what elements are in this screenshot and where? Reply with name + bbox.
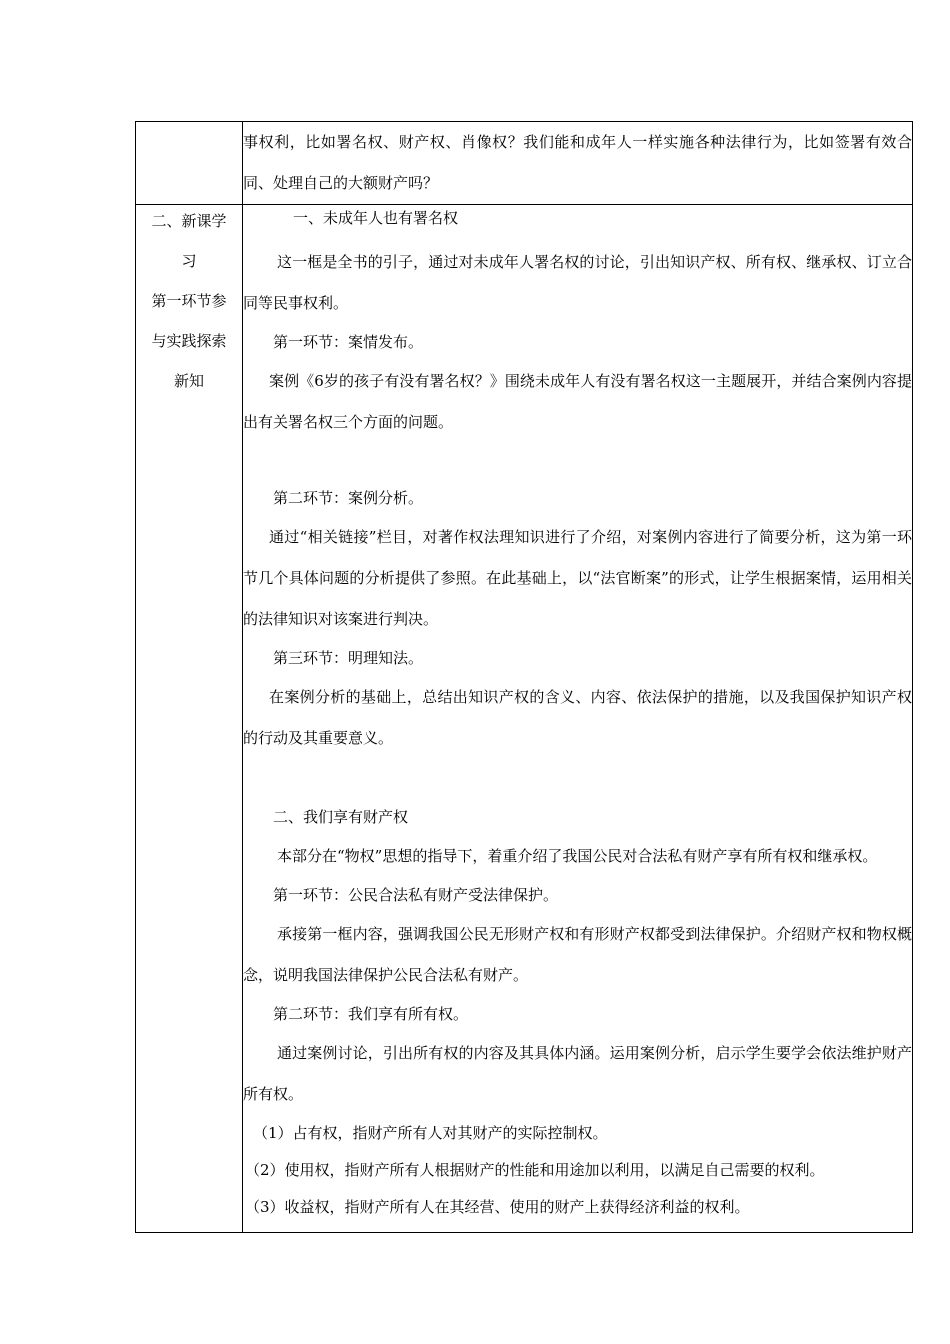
section-label: 二、新课学 习 第一环节参 与实践探索 新知: [151, 212, 227, 390]
step-title: 第二环节：我们享有所有权。: [273, 1005, 469, 1023]
list-item: （2）使用权，指财产所有人根据财产的性能和用途加以利用，以满足自己需要的权利。: [245, 1161, 825, 1179]
row1-left-cell: [136, 122, 243, 205]
section-title: 二、我们享有财产权: [273, 808, 409, 826]
list-item: （1）占有权，指财产所有人对其财产的实际控制权。: [253, 1124, 608, 1142]
row2-content-cell: [243, 205, 913, 1233]
section-title: 一、未成年人也有署名权: [293, 209, 459, 227]
step-title: 第一环节：案情发布。: [273, 333, 424, 351]
step-title: 第二环节：案例分析。: [273, 489, 424, 507]
paragraph: 这一框是全书的引子，通过对未成年人署名权的讨论，引出知识产权、所有权、继承权、订立合同等民事权利。: [243, 253, 912, 312]
paragraph: 本部分在“物权”思想的指导下，着重介绍了我国公民对合法私有财产享有所有权和继承权。: [277, 847, 878, 865]
list-item: （3）收益权，指财产所有人在其经营、使用的财产上获得经济利益的权利。: [245, 1198, 750, 1216]
lesson-table: [135, 121, 913, 1233]
paragraph: 通过案例讨论，引出所有权的内容及其具体内涵。运用案例分析，启示学生要学会依法维护财产所有权。: [243, 1044, 912, 1103]
table-row: [136, 122, 913, 205]
paragraph: 在案例分析的基础上，总结出知识产权的含义、内容、依法保护的措施，以及我国保护知识产权的行动及其重要意义。: [243, 688, 912, 747]
row1-text: 事权利，比如署名权、财产权、肖像权？我们能和成年人一样实施各种法律行为，比如签署有效合同、处理自己的大额财产吗？: [243, 133, 912, 192]
step-title: 第三环节：明理知法。: [273, 649, 424, 667]
paragraph: 承接第一框内容，强调我国公民无形财产权和有形财产权都受到法律保护。介绍财产权和物权概念，说明我国法律保护公民合法私有财产。: [243, 925, 912, 984]
table-row: [136, 205, 913, 1233]
paragraph: 通过“相关链接”栏目，对著作权法理知识进行了介绍，对案例内容进行了简要分析，这为第一环节几个具体问题的分析提供了参照。在此基础上，以“法官断案”的形式，让学生根据案情，运用相关的法律知识对该案进行判决。: [243, 528, 912, 628]
step-title: 第一环节：公民合法私有财产受法律保护。: [273, 886, 559, 904]
row1-content-cell: [243, 122, 913, 205]
row2-left-cell: [136, 205, 243, 1233]
paragraph: 案例《6岁的孩子有没有署名权？》围绕未成年人有没有署名权这一主题展开，并结合案例内容提出有关署名权三个方面的问题。: [243, 372, 912, 431]
